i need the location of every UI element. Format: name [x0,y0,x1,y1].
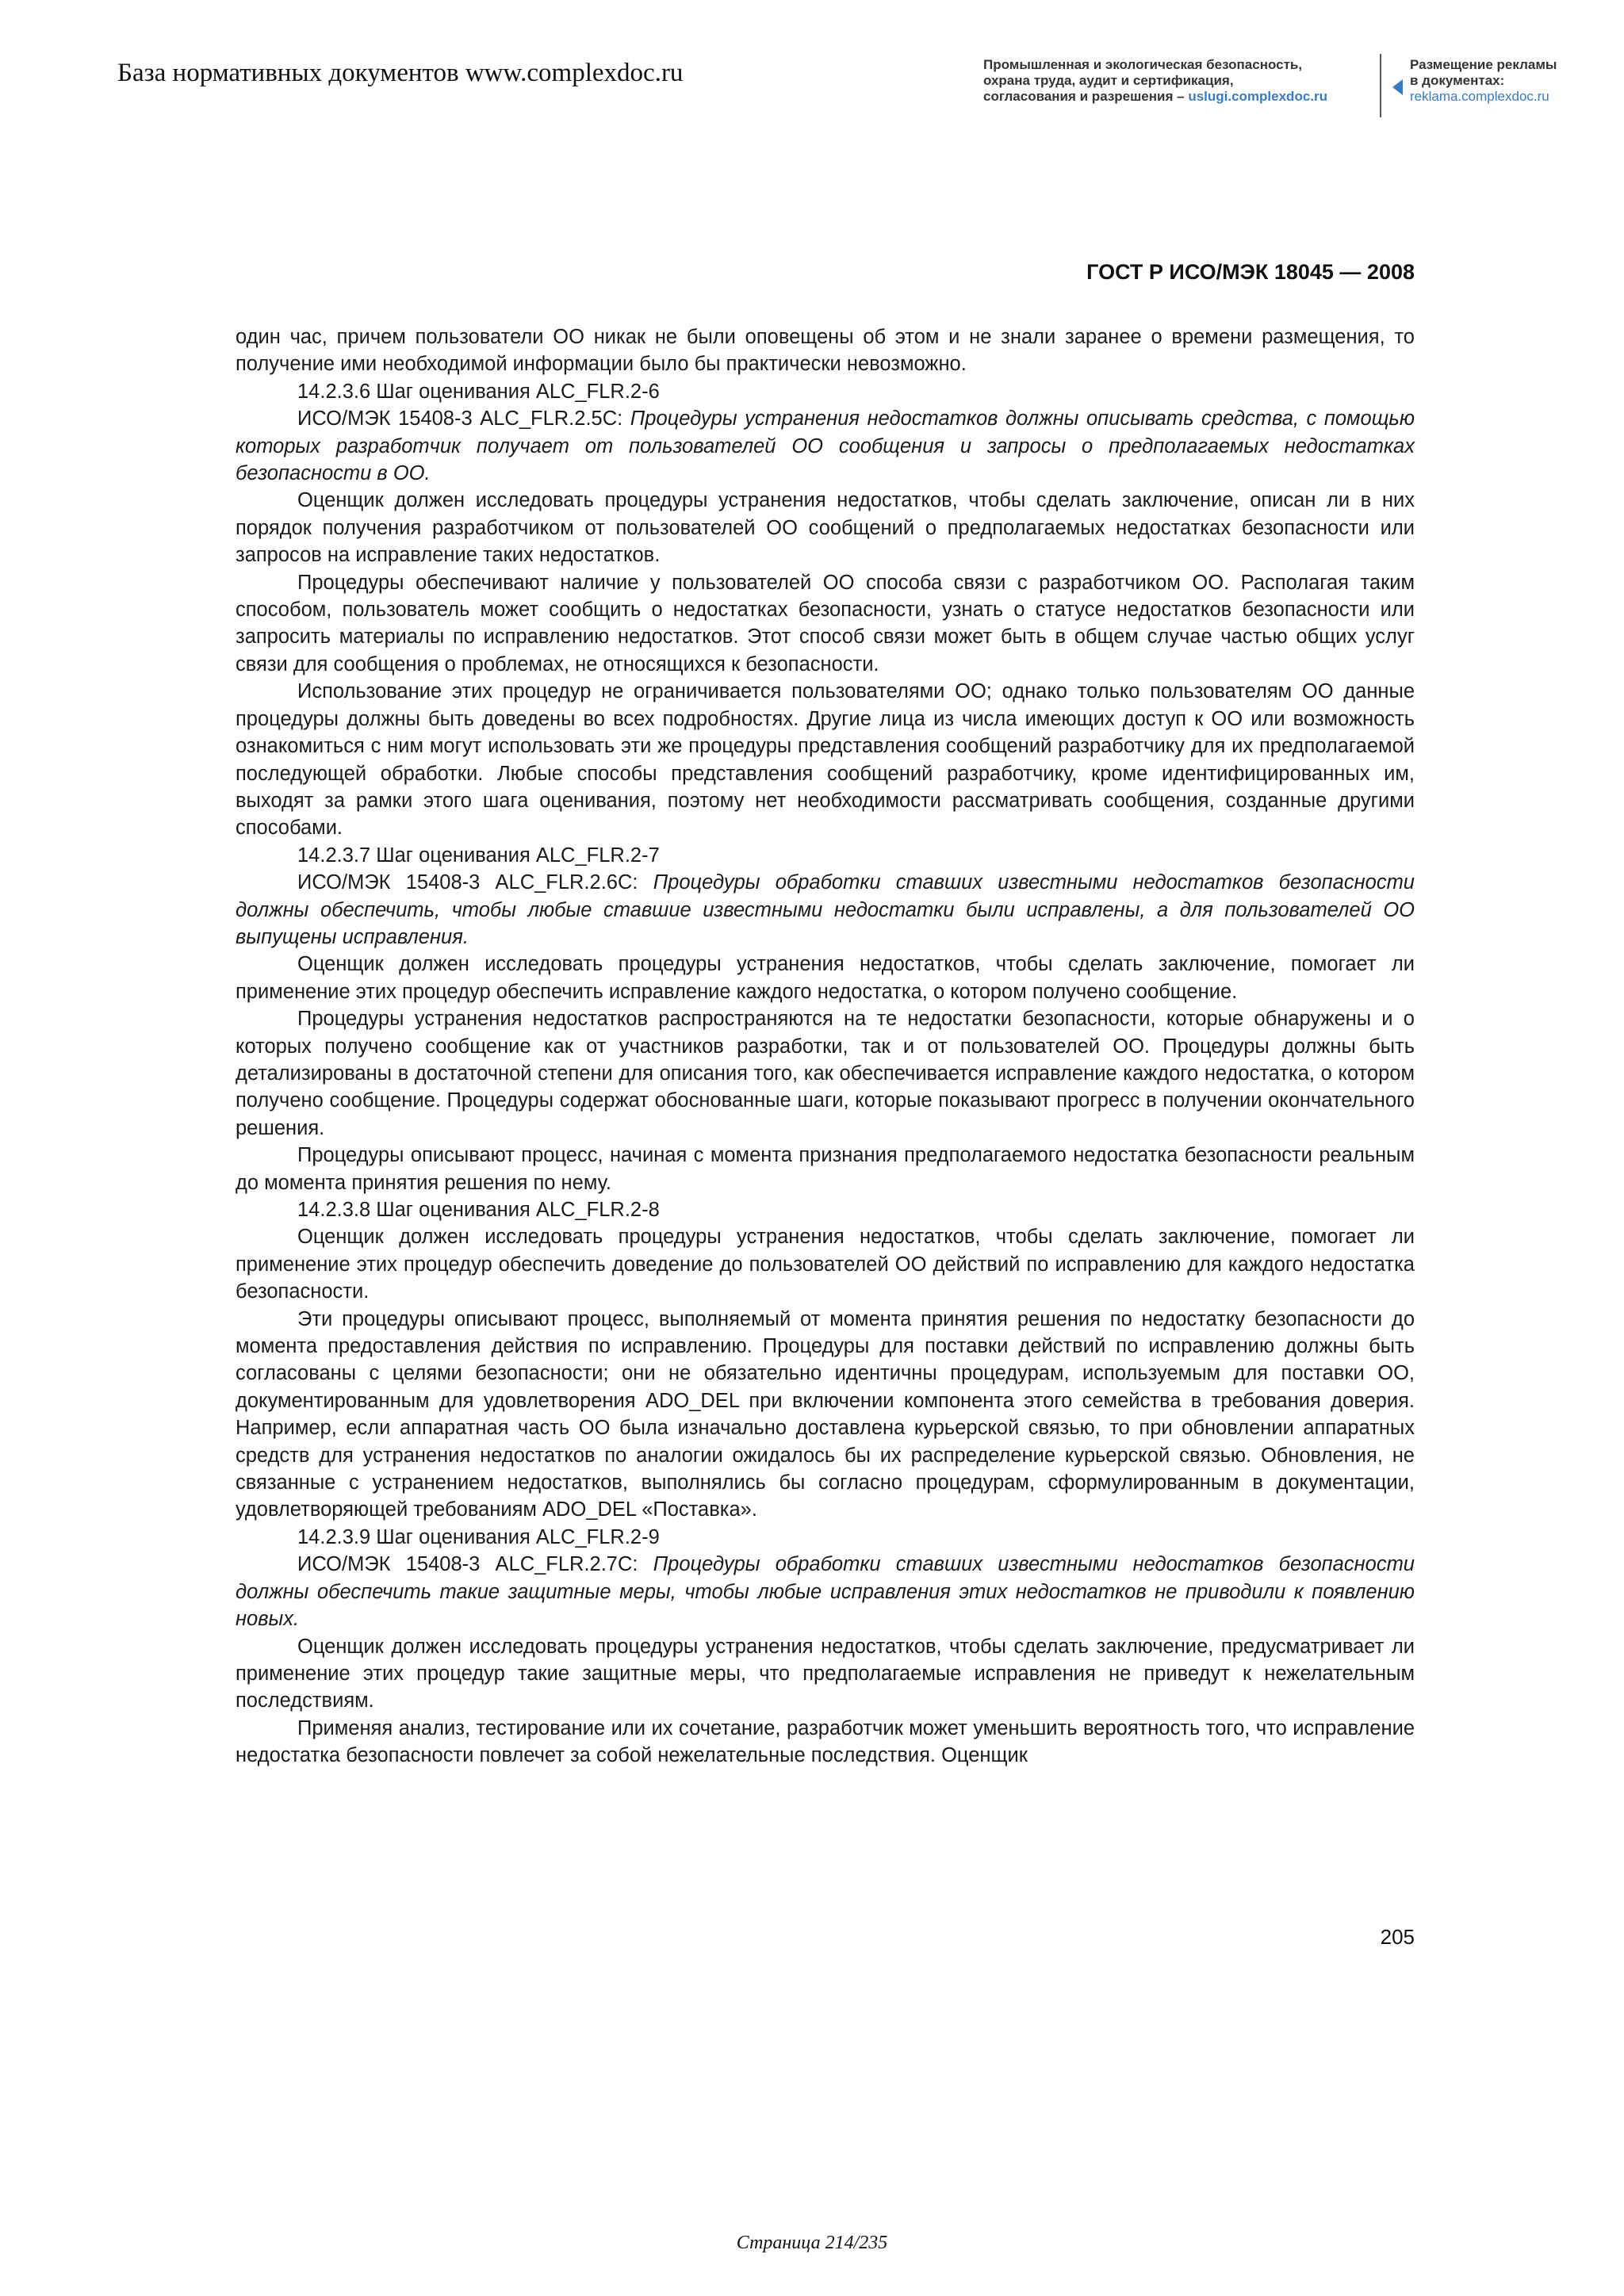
paragraph: Процедуры устранения недостатков распространяются на те недостатки безопасности, которые обнаружены и о которых получено сообщение как от участников разработки, так и от пользователей ОО. Процедуры должны быть детализированы в достаточной степени для описания того, как обеспечивается исправление каждого недостатка, о котором получено сообщение. Процедуры содержат обоснованные шаги, которые показывают прогресс в получении окончательного решения. [236,1008,1415,1139]
arrow-left-icon [1392,79,1403,95]
section-heading: 14.2.3.8 Шаг оценивания ALC_FLR.2-8 [297,1199,660,1221]
requirement-text: Процедуры обработки ставших известными недостатков безопасности должны обеспечить, чтобы любые ставшие известными недостатки были исправлены, а для пользователей ОО выпущены исправления. [236,871,1415,948]
section-heading: 14.2.3.9 Шаг оценивания ALC_FLR.2-9 [297,1525,660,1548]
paragraph: Оценщик должен исследовать процедуры устранения недостатков, чтобы сделать заключение, описан ли в них порядок получения разработчиком от пользователей ОО сообщений о предполагаемых недостатках безопасности или запросов на исправление таких недостатков. [236,489,1415,567]
site-title: База нормативных документов www.complexdoc.ru [117,59,684,87]
section-heading: 14.2.3.7 Шаг оценивания ALC_FLR.2-7 [297,844,660,867]
promo-line: Размещение рекламы [1410,57,1557,72]
paragraph: Использование этих процедур не ограничивается пользователями ОО; однако только пользователям ОО данные процедуры должны быть доведены во всех подробностях. Другие лица из числа имеющих доступ к ОО или возможность ознакомиться с ним могут использовать эти же процедуры представления сообщений разработчику для их предполагаемой последующей обработки. Любые способы представления сообщений разработчику, кроме идентифицированных им, выходят за рамки этого шага оценивания, поэтому нет необходимости рассматривать сообщения, созданные другими способами. [236,680,1415,840]
requirement-paragraph [236,1551,1415,1632]
paragraph: Оценщик должен исследовать процедуры устранения недостатков, чтобы сделать заключение, помогает ли применение этих процедур обеспечить исправление каждого недостатка, о котором получено сообщение. [236,953,1415,1003]
ads-link[interactable]: reklama.complexdoc.ru [1410,89,1549,104]
requirement-ref: ИСО/МЭК 15408-3 ALC_FLR.2.6C: [297,871,653,894]
paragraph: Эти процедуры описывают процесс, выполняемый от момента принятия решения по недостатку безопасности до момента предоставления действия по исправлению. Процедуры для поставки действий по исправлению должны быть согласованы с целями безопасности; они не обязательно идентичны процедурам, используемым для поставки ОО, документированным для удовлетворения ADO_DEL при включении компонента этого семейства в требования доверия. Например, если аппаратная часть ОО была изначально доставлена курьерской связью, то при обновлении аппаратных средств для устранения недостатков по аналогии ожидалось бы их распределение курьерской связью. Обновления, не связанные с устранением недостатков, выполнялись бы согласно процедурам, сформулированным в документации, удовлетворяющей требованиям ADO_DEL «Поставка». [236,1307,1415,1521]
paragraph: Процедуры обеспечивают наличие у пользователей ОО способа связи с разработчиком ОО. Располагая таким способом, пользователь может сообщить о недостатках безопасности, узнать о статусе недостатков безопасности или запросить материалы по исправлению недостатков. Этот способ связи может быть в общем случае частью общих услуг связи для сообщения о проблемах, не относящихся к безопасности. [236,571,1415,675]
requirement-paragraph [236,405,1415,487]
requirement-ref: ИСО/МЭК 15408-3 ALC_FLR.2.7C: [297,1553,653,1576]
paragraph: один час, причем пользователи ОО никак не были оповещены об этом и не знали заранее о времени размещения, то получение ими необходимой информации было бы практически невозможно. [236,326,1415,376]
promo-text: согласования и разрешения – [983,89,1189,104]
requirement-text: Процедуры обработки ставших известными недостатков безопасности должны обеспечить такие защитные меры, чтобы любые исправления этих недостатков не приводили к появлению новых. [236,1553,1415,1631]
requirement-text: Процедуры устранения недостатков должны описывать средства, с помощью которых разработчик получает от пользователей ОО сообщения и запросы о предполагаемых недостатках безопасности в ОО. [236,408,1415,485]
requirement-ref: ИСО/МЭК 15408-3 ALC_FLR.2.5C: [297,408,630,430]
page-number: 205 [1380,1925,1415,1949]
paragraph: Оценщик должен исследовать процедуры устранения недостатков, чтобы сделать заключение, помогает ли применение этих процедур обеспечить доведение до пользователей ОО действий по исправлению для каждого недостатка безопасности. [236,1226,1415,1303]
section-heading: 14.2.3.6 Шаг оценивания ALC_FLR.2-6 [297,380,660,403]
paragraph: Применяя анализ, тестирование или их сочетание, разработчик может уменьшить вероятность того, что исправление недостатка безопасности повлечет за собой нежелательные последствия. Оценщик [236,1716,1415,1767]
promo-line [983,89,1364,105]
ads-promo [1410,57,1600,105]
document-body [236,323,1415,1770]
promo-line: охрана труда, аудит и сертификация, [983,73,1234,88]
requirement-paragraph [236,869,1415,951]
paragraph: Процедуры описывают процесс, начиная с момента признания предполагаемого недостатка безопасности реальным до момента принятия решения по нему. [236,1144,1415,1194]
services-link[interactable]: uslugi.complexdoc.ru [1188,89,1328,104]
header-divider [1380,54,1381,117]
page-counter-footer: Страница 214/235 [736,2233,888,2253]
services-promo [983,57,1364,105]
promo-line: в документах: [1410,73,1505,88]
paragraph: Оценщик должен исследовать процедуры устранения недостатков, чтобы сделать заключение, предусматривает ли применение этих процедур такие защитные меры, что предполагаемые исправления не приведут к нежелательным последствиям. [236,1635,1415,1712]
promo-line: Промышленная и экологическая безопасность, [983,57,1303,72]
standard-header: ГОСТ Р ИСО/МЭК 18045 — 2008 [1086,260,1415,284]
